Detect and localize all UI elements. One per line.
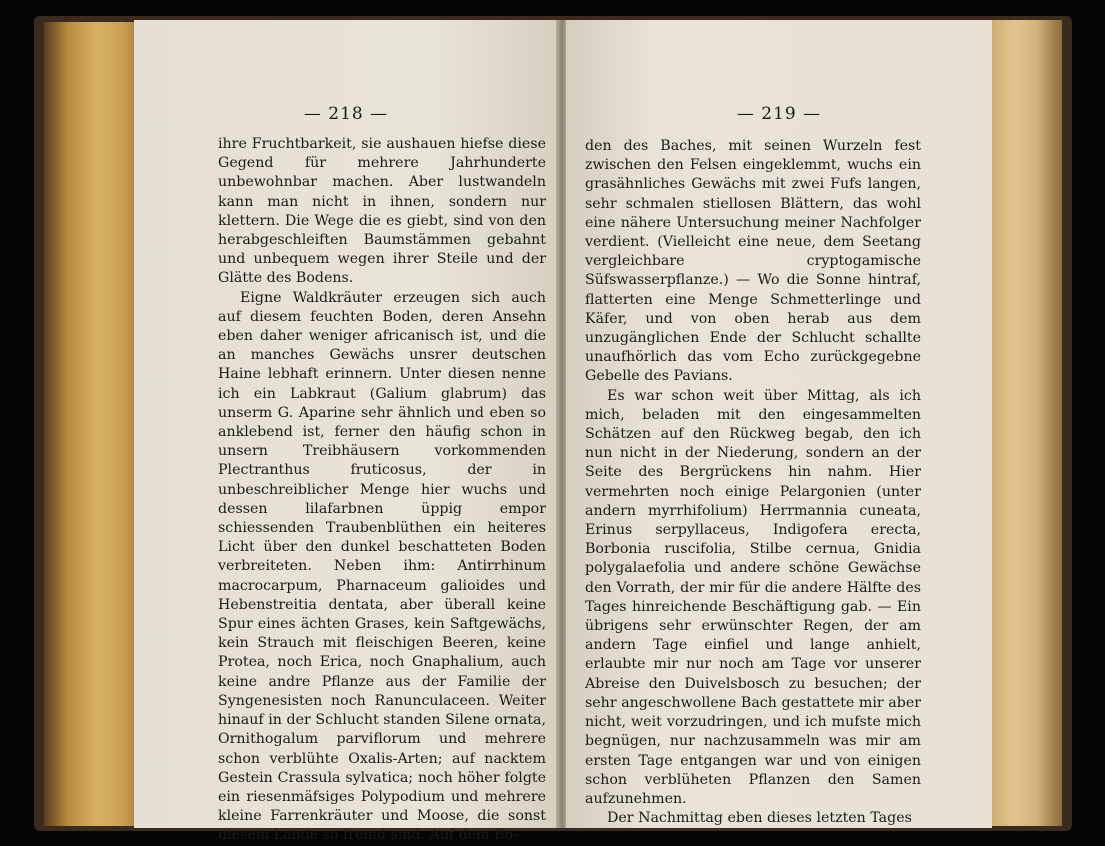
paragraph: Es war schon weit über Mittag, als ich mich, beladen mit den eingesammelten Schätzen auf den Rückweg begab, den ich nun nicht in der Niederung, sondern an der Seite des Bergrückens hin nahm. Hier vermehrten noch einige Pelargonien (unter andern myrrhifolium) Herrmannia cuneata, Erinus serpyllaceus, Indigofera erecta, Borbonia ruscifolia, Stilbe cernua, Gnidia polygalaefolia und andere schöne Gewächse den Vorrath, der mir für die andere Hälfte des Tages hinreichende Beschäftigung gab. — Ein übrigens sehr erwünschter Regen, der am andern Tage einfiel und lange anhielt, erlaubte mir nur noch am Tage vor unserer Abreise den Duivelsbosch zu besuchen; der sehr angeschwollene Bach gestattete mir aber nicht, weit vorzudringen, und ich mufste mich begnügen, nur nachzusammeln was mir am ersten Tage entgangen war und von einigen schon verblüheten Pflanzen den Samen aufzunehmen. (585, 387, 921, 807)
paragraph: Der Nachmittag eben dieses letzten Tages (607, 810, 912, 827)
page-number: — 218 — (303, 104, 389, 124)
page-edges-left (44, 22, 142, 826)
page-number: — 219 — (736, 104, 822, 124)
right-page (566, 20, 992, 828)
page-text (585, 137, 921, 828)
page-text (218, 135, 546, 846)
paragraph: ihre Fruchtbarkeit, sie aushauen hiefse diese Gegend für mehrere Jahrhunderte unbewohnbar machen. Aber lustwandeln kann man nicht in ihnen, sondern nur klettern. Die Wege die es giebt, sind von den herabgeschleiften Baumstämmen gebahnt und unbequem wegen ihrer Steile und der Glätte des Bodens. (218, 136, 546, 287)
left-page (134, 20, 558, 844)
paragraph: Eigne Waldkräuter erzeugen sich auch auf diesem feuchten Boden, deren Ansehn eben daher weniger africanisch ist, und die an manches Gewächs unsrer deutschen Haine lebhaft erinnern. Unter diesen nenne ich ein Labkraut (Galium glabrum) das unserm G. Aparine sehr ähnlich und eben so anklebend ist, ferner den häufig schon in unsern Treibhäusern vorkommenden Plectranthus fruticosus, der in unbeschreiblicher Menge hier wuchs und dessen lilafarbnen üppig empor schiessenden Traubenblüthen ein heiteres Licht über den dunkel beschatteten Boden verbreiteten. Neben ihm: Antirrhinum macrocarpum, Pharnaceum galioides und Hebenstreitia dentata, aber überall keine Spur eines ächten Grases, kein Saftgewächs, kein Strauch mit fleischigen Beeren, keine Protea, noch Erica, noch Gnaphalium, auch keine andre Pflanze aus der Familie der Syngenesisten noch Ranunculaceen. Weiter hinauf in der Schlucht standen Silene ornata, Ornithogalum parviflorum und mehrere schon verblühte Oxalis-Arten; auf nacktem Gestein Crassula sylvatica; noch höher folgte ein riesenmäfsiges Polypodium und mehrere kleine Farrenkräuter und Moose, die sonst diesem Lande so fremd sind. Auf dem Bo- (218, 289, 546, 844)
paragraph: den des Baches, mit seinen Wurzeln fest zwischen den Felsen eingeklemmt, wuchs ein grasähnliches Gewächs mit zwei Fufs langen, sehr schmalen stiellosen Blättern, das wohl eine nähere Untersuchung meiner Nachfolger verdient. (Vielleicht eine neue, dem Seetang vergleichbare cryptogamische Süfswasserpflanze.) — Wo die Sonne hintraf, flatterten eine Menge Schmetterlinge und Käfer, und von oben herab aus dem unzugänglichen Ende der Schlucht schallte unaufhörlich das vom Echo zurückgegebne Gebelle des Pavians. (585, 138, 921, 385)
page-edges-right (988, 20, 1062, 826)
